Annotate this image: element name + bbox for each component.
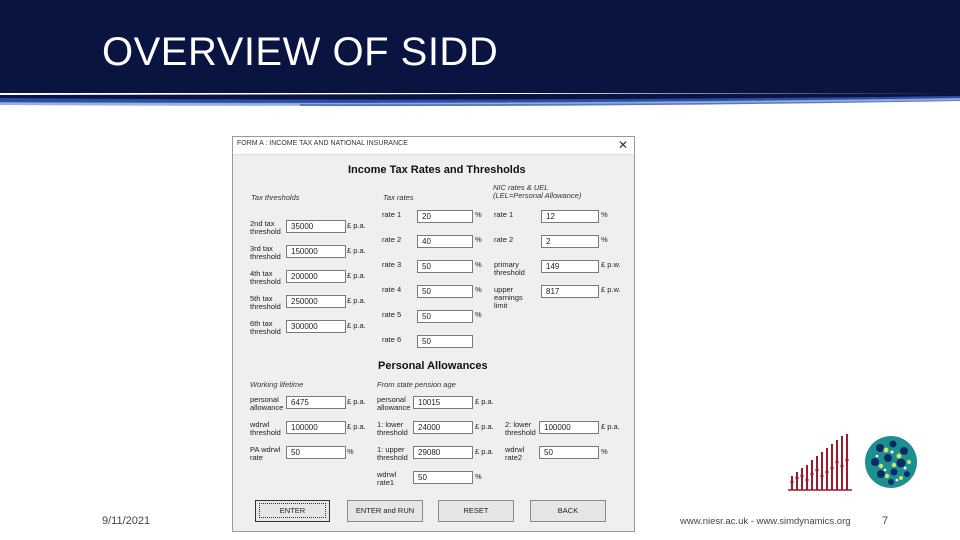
threshold-6-input[interactable]: 300000: [286, 320, 346, 333]
tax-rate-2-input[interactable]: 40: [417, 235, 473, 248]
close-icon[interactable]: ✕: [617, 138, 629, 152]
working-wdrwl-threshold-input[interactable]: 100000: [286, 421, 346, 434]
pension-personal-allowance-input[interactable]: 10015: [413, 396, 473, 409]
globe-logo: [863, 434, 919, 490]
allowance-label: personal allowance: [377, 395, 411, 412]
threshold-5-input[interactable]: 250000: [286, 295, 346, 308]
rate-label: rate 1: [382, 210, 402, 219]
enter-and-run-button[interactable]: ENTER and RUN: [347, 500, 423, 522]
col-header-thresholds: Tax thresholds: [251, 193, 300, 202]
working-pa-wdrwl-rate-input[interactable]: 50: [286, 446, 346, 459]
unit-label: %: [475, 285, 482, 294]
unit-label: £ p.a.: [475, 447, 494, 456]
allowance-label: PA wdrwl rate: [250, 445, 281, 462]
pension-wdrwl-rate-1-input[interactable]: 50: [413, 471, 473, 484]
nic-label: primary threshold: [494, 260, 525, 277]
allowance-label: wdrwl rate1: [377, 470, 397, 487]
threshold-label: 4th tax threshold: [250, 269, 281, 286]
unit-label: £ p.a.: [475, 397, 494, 406]
rate-label: rate 2: [382, 235, 402, 244]
allowance-label: 1: lower threshold: [377, 420, 408, 437]
rate-label: rate 5: [382, 310, 402, 319]
unit-label: £ p.a.: [347, 246, 366, 255]
tax-rate-6-input[interactable]: 50: [417, 335, 473, 348]
nic-rate-2-input[interactable]: 2: [541, 235, 599, 248]
dialog-titlebar: [233, 137, 634, 155]
col-header-working: Working lifetime: [250, 380, 304, 389]
rate-label: rate 6: [382, 335, 402, 344]
unit-label: £ p.a.: [347, 271, 366, 280]
allowance-label: personal allowance: [250, 395, 284, 412]
rate-label: rate 4: [382, 285, 402, 294]
pension-lower-threshold-1-input[interactable]: 24000: [413, 421, 473, 434]
threshold-3-input[interactable]: 150000: [286, 245, 346, 258]
nic-rate-1-input[interactable]: 12: [541, 210, 599, 223]
col-header-rates: Tax rates: [383, 193, 414, 202]
unit-label: £ p.a.: [601, 422, 620, 431]
threshold-label: 2nd tax threshold: [250, 219, 281, 236]
income-tax-form-dialog: [232, 136, 635, 532]
nic-label: upper earnings limit: [494, 285, 523, 310]
unit-label: %: [601, 447, 608, 456]
footer-url: www.niesr.ac.uk - www.simdynamics.org: [680, 516, 851, 527]
footer-date: 9/11/2021: [102, 515, 151, 527]
tax-rate-5-input[interactable]: 50: [417, 310, 473, 323]
threshold-label: 5th tax threshold: [250, 294, 281, 311]
unit-label: %: [601, 210, 608, 219]
allowance-label: wdrwl threshold: [250, 420, 281, 437]
nic-primary-threshold-input[interactable]: 149: [541, 260, 599, 273]
pension-wdrwl-rate-2-input[interactable]: 50: [539, 446, 599, 459]
enter-button[interactable]: [255, 500, 330, 522]
slide-header: [0, 0, 960, 100]
unit-label: %: [475, 260, 482, 269]
threshold-2-input[interactable]: 35000: [286, 220, 346, 233]
nic-label: rate 1: [494, 210, 514, 219]
col-header-nic: NIC rates & UEL (LEL=Personal Allowance): [493, 183, 582, 200]
allowance-label: 2: lower threshold: [505, 420, 536, 437]
pension-lower-threshold-2-input[interactable]: 100000: [539, 421, 599, 434]
allowance-label: wdrwl rate2: [505, 445, 525, 462]
unit-label: £ p.a.: [347, 422, 366, 431]
header-swoosh: [0, 93, 960, 109]
nic-uel-input[interactable]: 817: [541, 285, 599, 298]
allowance-label: 1: upper threshold: [377, 445, 408, 462]
unit-label: £ p.a.: [475, 422, 494, 431]
unit-label: %: [475, 210, 482, 219]
unit-label: £ p.w.: [601, 285, 621, 294]
tax-rate-3-input[interactable]: 50: [417, 260, 473, 273]
dialog-title: FORM A : INCOME TAX AND NATIONAL INSURANCE: [237, 140, 408, 147]
unit-label: %: [601, 235, 608, 244]
simdynamics-logo: [788, 432, 853, 492]
back-button[interactable]: BACK: [530, 500, 606, 522]
unit-label: £ p.a.: [347, 296, 366, 305]
unit-label: £ p.a.: [347, 397, 366, 406]
unit-label: £ p.a.: [347, 221, 366, 230]
unit-label: %: [347, 447, 354, 456]
unit-label: %: [475, 310, 482, 319]
unit-label: £ p.a.: [347, 321, 366, 330]
rate-label: rate 3: [382, 260, 402, 269]
page-number: 7: [882, 515, 889, 527]
unit-label: %: [475, 472, 482, 481]
threshold-label: 6th tax threshold: [250, 319, 281, 336]
heading-personal-allowances: Personal Allowances: [378, 360, 488, 372]
tax-rate-4-input[interactable]: 50: [417, 285, 473, 298]
unit-label: £ p.w.: [601, 260, 621, 269]
nic-label: rate 2: [494, 235, 514, 244]
enter-button-label: ENTER: [259, 503, 326, 518]
tax-rate-1-input[interactable]: 20: [417, 210, 473, 223]
threshold-4-input[interactable]: 200000: [286, 270, 346, 283]
slide-title: OVERVIEW OF SIDD: [102, 30, 499, 74]
col-header-pension: From state pension age: [377, 380, 456, 389]
unit-label: %: [475, 235, 482, 244]
heading-income-tax: Income Tax Rates and Thresholds: [348, 164, 526, 176]
pension-upper-threshold-1-input[interactable]: 29080: [413, 446, 473, 459]
reset-button[interactable]: RESET: [438, 500, 514, 522]
threshold-label: 3rd tax threshold: [250, 244, 281, 261]
working-personal-allowance-input[interactable]: 6475: [286, 396, 346, 409]
